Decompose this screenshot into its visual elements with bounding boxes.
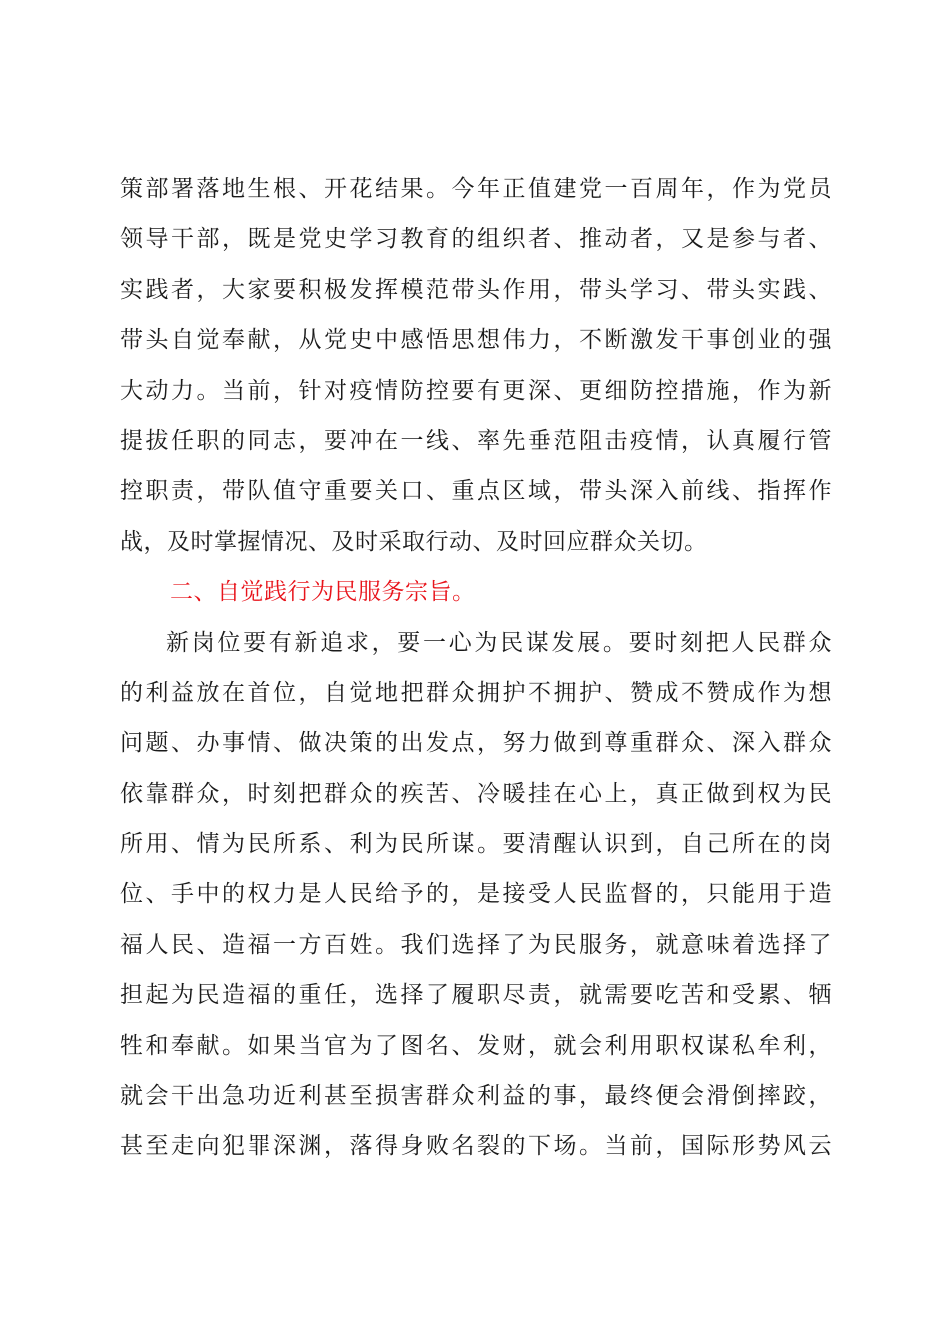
section-heading: 二、自觉践行为民服务宗旨。 (170, 579, 476, 606)
text-line: 提拔任职的同志，要冲在一线、率先垂范阻击疫情，认真履行管 (120, 427, 832, 454)
text-line: 牲和奉献。如果当官为了图名、发财，就会利用职权谋私牟利， (120, 1032, 832, 1059)
paragraph-2 (120, 618, 832, 1172)
paragraph-1 (120, 164, 832, 567)
text-line: 新岗位要有新追求，要一心为民谋发展。要时刻把人民群众 (166, 629, 832, 656)
text-line: 担起为民造福的重任，选择了履职尽责，就需要吃苦和受累、牺 (120, 982, 832, 1009)
text-line: 问题、办事情、做决策的出发点，努力做到尊重群众、深入群众 (120, 730, 832, 757)
text-line: 实践者，大家要积极发挥模范带头作用，带头学习、带头实践、 (120, 276, 832, 303)
text-line: 战，及时掌握情况、及时采取行动、及时回应群众关切。 (120, 528, 708, 555)
document-body (120, 164, 832, 1172)
text-line: 策部署落地生根、开花结果。今年正值建党一百周年，作为党员 (120, 176, 832, 202)
text-line: 大动力。当前，针对疫情防控要有更深、更细防控措施，作为新 (120, 377, 832, 404)
text-line: 带头自觉奉献，从党史中感悟思想伟力，不断激发干事创业的强 (120, 327, 832, 354)
text-line: 就会干出急功近利甚至损害群众利益的事，最终便会滑倒摔跤， (120, 1083, 832, 1110)
text-line: 福人民、造福一方百姓。我们选择了为民服务，就意味着选择了 (120, 931, 832, 958)
text-line: 所用、情为民所系、利为民所谋。要清醒认识到，自己所在的岗 (120, 831, 832, 858)
text-line: 领导干部，既是党史学习教育的组织者、推动者，又是参与者、 (120, 226, 832, 253)
text-line: 依靠群众，时刻把群众的疾苦、冷暖挂在心上，真正做到权为民 (120, 780, 832, 807)
text-line: 的利益放在首位，自觉地把群众拥护不拥护、赞成不赞成作为想 (120, 679, 832, 706)
text-line: 位、手中的权力是人民给予的，是接受人民监督的，只能用于造 (120, 881, 832, 908)
text-line: 控职责，带队值守重要关口、重点区域，带头深入前线、指挥作 (120, 478, 832, 505)
text-line: 甚至走向犯罪深渊，落得身败名裂的下场。当前，国际形势风云 (120, 1133, 832, 1160)
